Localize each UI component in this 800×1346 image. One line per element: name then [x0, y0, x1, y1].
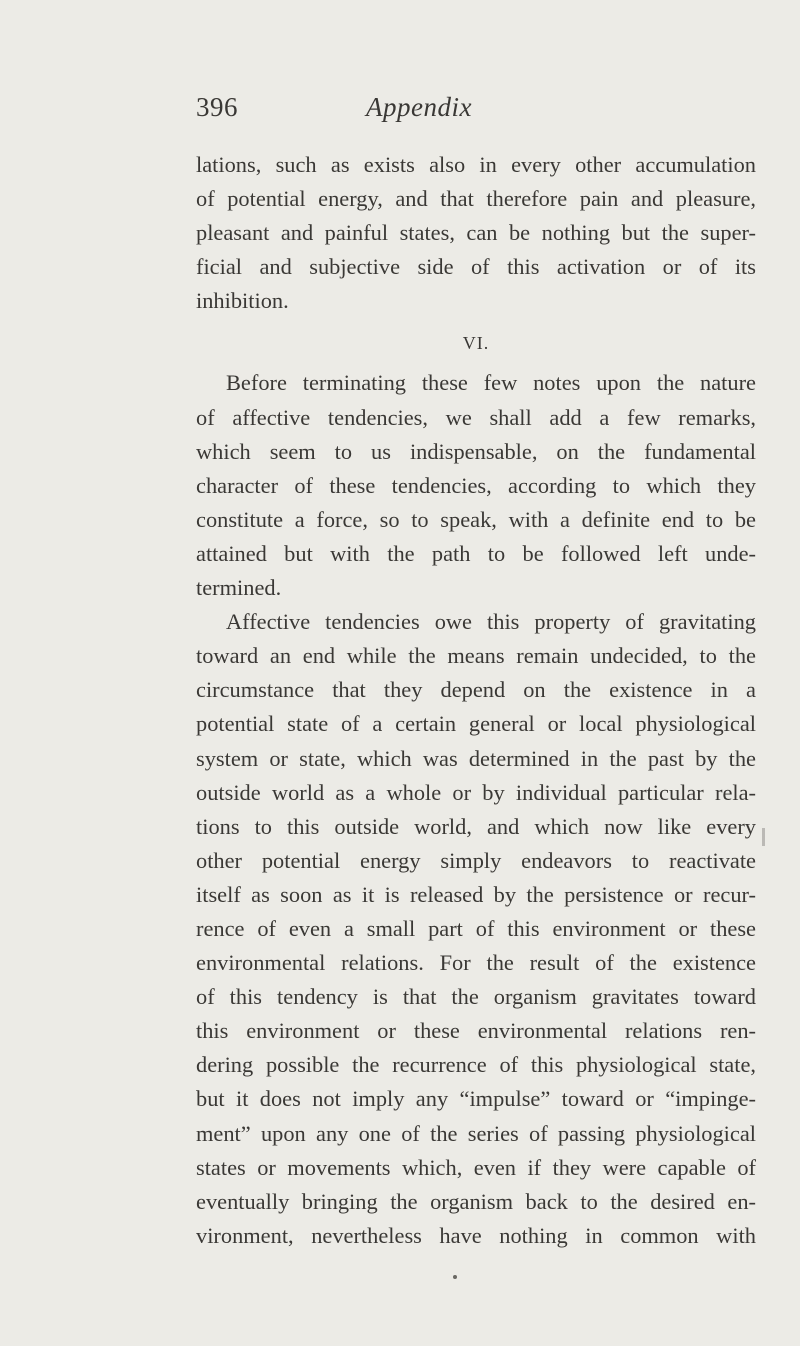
scan-speck — [453, 1275, 457, 1279]
paragraph — [196, 366, 756, 605]
text-line: environmental relations. For the result of the existence — [196, 950, 756, 976]
text-line: vironment, nevertheless have nothing in common with — [196, 1222, 756, 1248]
text-line: of affective tendencies, we shall add a few remarks, — [196, 404, 756, 430]
section-heading: VI. — [462, 333, 490, 354]
text-line: attained but with the path to be followed left unde- — [196, 540, 756, 566]
body-text — [196, 148, 756, 1253]
text-line: ment” upon any one of the series of passing physiological — [196, 1120, 756, 1146]
text-line: tions to this outside world, and which now like every — [196, 813, 756, 839]
running-head: Appendix — [366, 92, 472, 122]
text-line: termined. — [196, 575, 282, 601]
text-line: inhibition. — [196, 288, 289, 314]
text-line: potential state of a certain general or local physiological — [196, 711, 756, 737]
text-line: pleasant and painful states, can be nothing but the super- — [196, 220, 756, 246]
text-line: states or movements which, even if they were capable of — [196, 1154, 756, 1180]
text-line: this environment or these environmental relations ren- — [196, 1018, 756, 1044]
text-line: itself as soon as it is released by the persistence or recur- — [196, 881, 756, 907]
text-line: circumstance that they depend on the existence in a — [196, 677, 756, 703]
text-line: lations, such as exists also in every other accumulation — [196, 152, 756, 177]
text-line: Before terminating these few notes upon the nature — [226, 370, 756, 396]
text-line: of potential energy, and that therefore pain and pleasure, — [196, 186, 756, 212]
page-header — [196, 92, 716, 132]
paragraph — [196, 605, 756, 1253]
text-line: toward an end while the means remain undecided, to the — [196, 643, 756, 669]
scan-mark — [762, 828, 765, 846]
text-line: character of these tendencies, according to which they — [196, 472, 756, 498]
text-line: of this tendency is that the organism gravitates toward — [196, 984, 756, 1010]
text-line: which seem to us indispensable, on the fundamental — [196, 438, 756, 464]
page-number: 396 — [196, 92, 238, 122]
text-line: but it does not imply any “impulse” toward or “impinge- — [196, 1086, 756, 1112]
text-line: system or state, which was determined in the past by the — [196, 745, 756, 771]
text-line: rence of even a small part of this environment or these — [196, 915, 756, 941]
text-line: other potential energy simply endeavors to reactivate — [196, 847, 756, 873]
text-line: ficial and subjective side of this activation or of its — [196, 254, 756, 280]
text-line: dering possible the recurrence of this physiological state, — [196, 1052, 756, 1078]
text-line: eventually bringing the organism back to the desired en- — [196, 1188, 756, 1214]
paragraph-continuation — [196, 148, 756, 318]
text-line: constitute a force, so to speak, with a definite end to be — [196, 506, 756, 532]
text-line: outside world as a whole or by individual particular rela- — [196, 779, 756, 805]
text-line: Affective tendencies owe this property of gravitating — [226, 609, 756, 635]
